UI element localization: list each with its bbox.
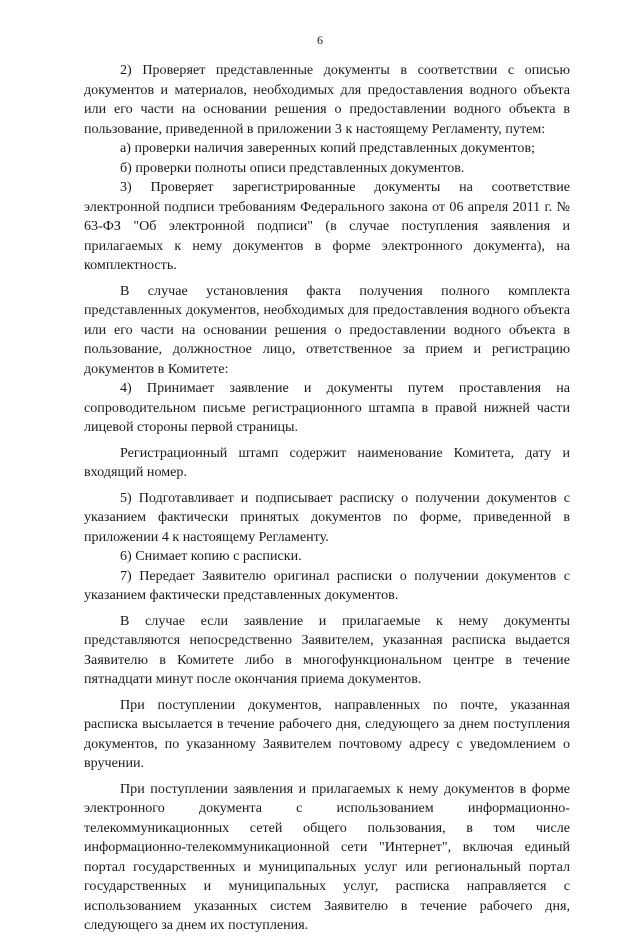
paragraph-prepare-receipt: 5) Подготавливает и подписывает расписку о получении документов с указанием фактически принятых документов по форме, приведенной в приложении 4 к настоящему Регламенту.	[84, 489, 570, 545]
paragraph-check-inventory: б) проверки полноты описи представленных документов.	[120, 159, 465, 176]
paragraph-electronic-submission: При поступлении заявления и прилагаемых к нему документов в форме электронного документа с использованием информационно-телекоммуникационных сетей общего пользования, в том числе информационно-телекоммуникационной сети "Интернет", включая единый портал государственных и муниципальных услуг или региональный портал государственных и муниципальных услуг, расписка направляется с использованием указанных систем Заявителю в течение рабочего дня, следующего за днем их поступления.	[84, 780, 570, 933]
paragraph-copy-receipt: 6) Снимает копию с расписки.	[120, 548, 302, 564]
paragraph-hand-over-receipt: 7) Передает Заявителю оригинал расписки о получении документов с указанием фактически представленных документов.	[84, 567, 570, 603]
paragraph-check-documents: 2) Проверяет представленные документы в соответствии с описью документов и материалов, необходимых для предоставления водного объекта или его части на основании решения о предоставлении водного объекта в пользование, приведенной в приложении 3 к настоящему Регламенту, путем:	[84, 62, 570, 137]
paragraph-complete-set: В случае установления факта получения полного комплекта представленных документов, необходимых для предоставления водного объекта или его части на основании решения о предоставлении водного объекта в пользование, должностное лицо, ответственное за прием и регистрацию документов в Комитете:	[84, 282, 570, 377]
page-number: 6	[317, 33, 323, 47]
paragraph-check-signature: 3) Проверяет зарегистрированные документы на соответствие электронной подписи требованиям Федерального закона от 06 апреля 2011 г. № 63-ФЗ "Об электронной подписи" (в случае поступления заявления и прилагаемых к нему документов в форме электронного документа), на комплектность.	[84, 179, 570, 273]
paragraph-registration-stamp: Регистрационный штамп содержит наименование Комитета, дату и входящий номер.	[84, 444, 570, 480]
paragraph-check-copies: а) проверки наличия заверенных копий представленных документов;	[120, 140, 536, 156]
paragraph-postal-submission: При поступлении документов, направленных по почте, указанная расписка высылается в течение рабочего дня, следующего за днем поступления документов, по указанному Заявителем почтовому адресу с уведомлением о вручении.	[84, 696, 570, 771]
paragraph-accept-documents: 4) Принимает заявление и документы путем проставления на сопроводительном письме регистрационного штампа в правой нижней части лицевой стороны первой страницы.	[84, 380, 570, 435]
body-text	[84, 61, 570, 936]
paragraph-direct-submission: В случае если заявление и прилагаемые к нему документы представляются непосредственно Заявителем, указанная расписка выдается Заявителю в Комитете либо в многофункциональном центре в течение пятнадцати минут после окончания приема документов.	[84, 612, 570, 687]
